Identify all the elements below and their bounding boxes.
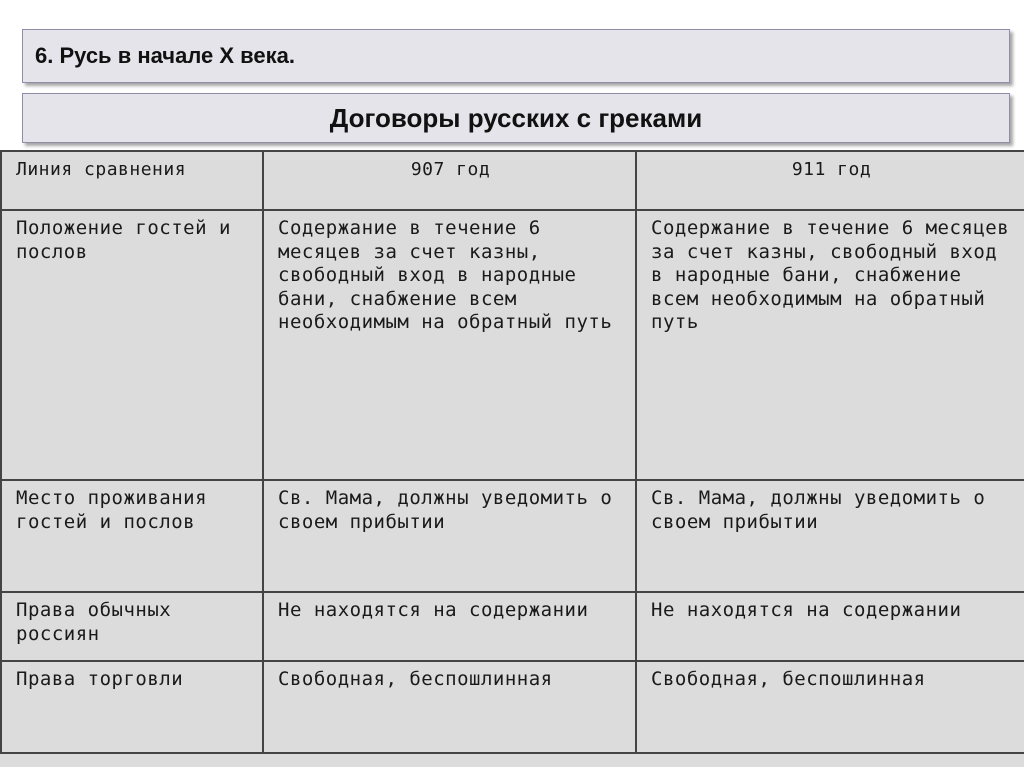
comparison-table-scan: [0, 150, 1024, 767]
table-row: [1, 210, 1024, 480]
table-row: [1, 661, 1024, 753]
cell-911: Содержание в течение 6 месяцев за счет казны, свободный вход в народные бани, снабжение всем необходимым на обратный путь: [636, 210, 1024, 480]
cell-911: Свободная, беспошлинная: [636, 661, 1024, 753]
row-label: Права обычных россиян: [1, 592, 263, 661]
cell-907: Св. Мама, должны уведомить о своем прибытии: [263, 480, 636, 592]
table-row: [1, 592, 1024, 661]
table-header-row: [1, 151, 1024, 210]
cell-907: Не находятся на содержании: [263, 592, 636, 661]
slide-subtitle: Договоры русских с греками: [22, 93, 1010, 143]
table-row: [1, 480, 1024, 592]
cell-911: Св. Мама, должны уведомить о своем прибытии: [636, 480, 1024, 592]
comparison-table: [0, 150, 1024, 754]
header-911: 911 год: [636, 151, 1024, 210]
cell-907: Свободная, беспошлинная: [263, 661, 636, 753]
row-label: Место проживания гостей и послов: [1, 480, 263, 592]
header-907: 907 год: [263, 151, 636, 210]
cell-907: Содержание в течение 6 месяцев за счет казны, свободный вход в народные бани, снабжение всем необходимым на обратный путь: [263, 210, 636, 480]
cell-911: Не находятся на содержании: [636, 592, 1024, 661]
header-comparison-line: Линия сравнения: [1, 151, 263, 210]
row-label: Положение гостей и послов: [1, 210, 263, 480]
slide-title: 6. Русь в начале X века.: [22, 29, 1010, 83]
row-label: Права торговли: [1, 661, 263, 753]
